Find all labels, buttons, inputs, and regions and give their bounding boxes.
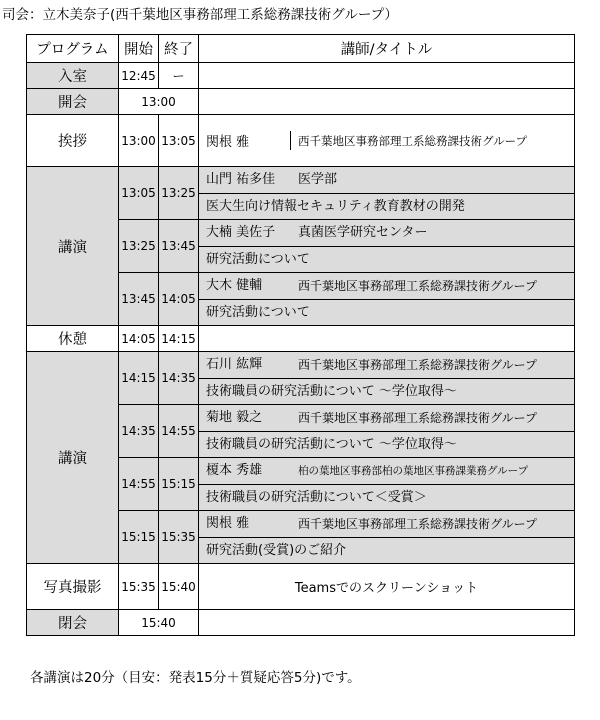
talk-speaker [199,458,575,511]
speaker-affiliation: 西千葉地区事務部理工系総務課技術グループ [298,279,538,293]
speaker-name: 大木 健輔 [206,278,263,293]
moderator-line: 司会：立木美奈子(西千葉地区事務部理工系総務課技術グループ） [2,7,398,23]
talk-end: 14:35 [159,352,199,405]
talk-title: 技術職員の研究活動について ～学位取得～ [206,384,457,399]
talk-title: 技術職員の研究活動について＜受賞＞ [206,490,427,505]
greeting-speaker-affiliation: 西千葉地区事務部理工系総務課技術グループ [298,133,528,148]
greeting-start: 13:00 [119,115,159,167]
talk-title: 研究活動(受賞)のご紹介 [206,543,347,558]
closing-content [199,610,575,636]
talk-end: 13:45 [159,220,199,273]
talk-start: 13:25 [119,220,159,273]
entry-start: 12:45 [119,63,159,89]
talk-end: 14:05 [159,273,199,326]
photo-end: 15:40 [159,564,199,610]
talk-start: 13:05 [119,167,159,220]
talk-end: 14:55 [159,405,199,458]
speaker-name: 関根 雅 [206,516,250,531]
greeting-speaker-name: 関根 雅 [199,131,291,150]
header-speaker: 講師/タイトル [199,35,575,63]
speaker-affiliation: 医学部 [298,172,338,187]
speaker-name: 大楠 美佐子 [206,225,276,240]
talk-title: 研究活動について [206,252,310,267]
row-photo [27,564,575,610]
lecture2-talk-1 [27,352,575,405]
speaker-affiliation: 西千葉地区事務部理工系総務課技術グループ [298,358,538,372]
talk-speaker [199,167,575,220]
duration-note: 各講演は20分（目安：発表15分＋質疑応答5分)です。 [30,670,361,686]
photo-label: 写真撮影 [27,564,119,610]
greeting-label: 挨拶 [27,115,119,167]
opening-time: 13:00 [119,89,199,115]
speaker-affiliation: 西千葉地区事務部理工系総務課技術グループ [298,517,538,531]
talk-start: 15:15 [119,511,159,564]
talk-speaker [199,511,575,564]
lecture2-label: 講演 [27,352,119,564]
header-end: 終了 [159,35,199,63]
speaker-affiliation: 西千葉地区事務部理工系総務課技術グループ [298,411,538,425]
entry-end: ー [159,63,199,89]
row-entry [27,63,575,89]
talk-start: 14:15 [119,352,159,405]
break-start: 14:05 [119,326,159,352]
closing-label: 閉会 [27,610,119,636]
opening-content [199,89,575,115]
entry-content [199,63,575,89]
row-break [27,326,575,352]
talk-speaker [199,405,575,458]
opening-label: 開会 [27,89,119,115]
break-content [199,326,575,352]
greeting-end: 13:05 [159,115,199,167]
speaker-affiliation: 真菌医学研究センター [298,225,428,240]
speaker-name: 榎本 秀雄 [206,463,263,478]
talk-start: 14:35 [119,405,159,458]
talk-speaker [199,220,575,273]
talk-end: 13:25 [159,167,199,220]
speaker-name: 山門 祐多佳 [206,172,276,187]
speaker-name: 菊地 毅之 [206,410,263,425]
header-start: 開始 [119,35,159,63]
break-label: 休憩 [27,326,119,352]
schedule-table [26,34,575,636]
talk-title: 研究活動について [206,305,310,320]
speaker-affiliation: 柏の葉地区事務部柏の葉地区事務課業務グループ [298,465,529,477]
entry-label: 入室 [27,63,119,89]
row-greeting [27,115,575,167]
greeting-speaker [199,115,575,167]
talk-end: 15:35 [159,511,199,564]
row-closing [27,610,575,636]
photo-content: Teamsでのスクリーンショット [199,564,575,610]
lecture1-label: 講演 [27,167,119,326]
closing-time: 15:40 [119,610,199,636]
talk-start: 13:45 [119,273,159,326]
talk-speaker [199,273,575,326]
talk-title: 技術職員の研究活動について ～学位取得～ [206,437,457,452]
talk-end: 15:15 [159,458,199,511]
photo-start: 15:35 [119,564,159,610]
talk-speaker [199,352,575,405]
break-end: 14:15 [159,326,199,352]
speaker-name: 石川 紘輝 [206,357,263,372]
row-opening [27,89,575,115]
header-program: プログラム [27,35,119,63]
lecture1-talk-1 [27,167,575,220]
talk-start: 14:55 [119,458,159,511]
talk-title: 医大生向け情報セキュリティ教育教材の開発 [206,199,465,214]
header-row [27,35,575,63]
